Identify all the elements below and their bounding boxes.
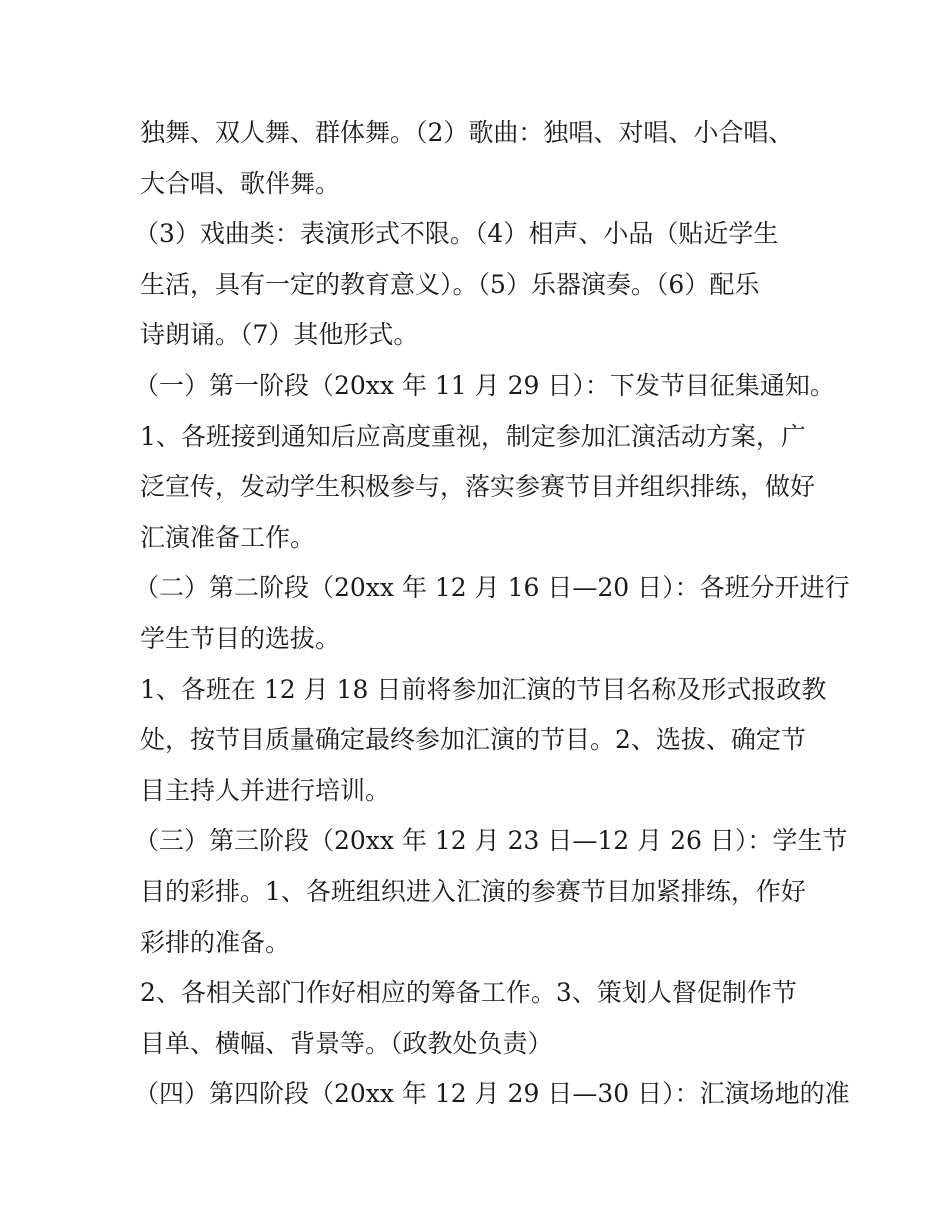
text-line: 泛宣传，发动学生积极参与，落实参赛节目并组织排练，做好: [140, 472, 816, 502]
text-line: （一）第一阶段（20xx 年 11 月 29 日）：下发节目征集通知。: [134, 370, 835, 400]
text-line: 2、各相关部门作好相应的筹备工作。3、策划人督促制作节: [140, 978, 797, 1008]
text-line: 1、各班接到通知后应高度重视，制定参加汇演活动方案，广: [140, 421, 806, 451]
text-line: 生活，具有一定的教育意义）。（5）乐器演奏。（6）配乐: [140, 269, 760, 299]
text-line: 大合唱、歌伴舞。: [140, 168, 341, 198]
text-line: （二）第二阶段（20xx 年 12 月 16 日—20 日）：各班分开进行: [134, 573, 850, 603]
text-line: （3）戏曲类：表演形式不限。（4）相声、小品（贴近学生: [134, 219, 779, 249]
text-line: （四）第四阶段（20xx 年 12 月 29 日—30 日）：汇演场地的准: [134, 1079, 850, 1109]
document-body: [134, 108, 850, 1120]
text-line: 目主持人并进行培训。: [140, 775, 391, 805]
text-line: 目单、横幅、背景等。（政教处负责）: [140, 1028, 553, 1058]
text-line: 诗朗诵。（7）其他形式。: [140, 320, 419, 350]
text-line: 独舞、双人舞、群体舞。（2）歌曲：独唱、对唱、小合唱、: [140, 118, 794, 147]
text-line: 汇演准备工作。: [140, 522, 316, 552]
text-line: （三）第三阶段（20xx 年 12 月 23 日—12 月 26 日）：学生节: [134, 826, 848, 856]
text-line: 1、各班在 12 月 18 日前将参加汇演的节目名称及形式报政教: [140, 674, 827, 704]
text-line: 彩排的准备。: [140, 927, 291, 957]
text-line: 目的彩排。1、各班组织进入汇演的参赛节目加紧排练，作好: [140, 876, 806, 906]
text-line: 学生节目的选拔。: [140, 623, 341, 653]
text-line: 处，按节目质量确定最终参加汇演的节目。2、选拔、确定节: [140, 725, 806, 755]
